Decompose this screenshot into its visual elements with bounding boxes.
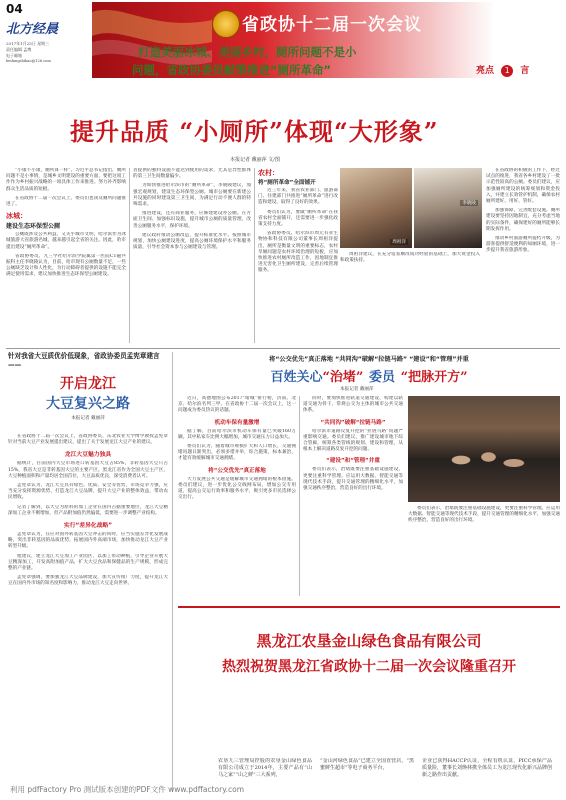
article3-para3: 委员们认为，随着城市规模扩大和人口增长，交通拥堵问题日渐突出，必须多措并举，综合施策，标本兼治，才能有效缓解城市交通拥堵。 xyxy=(178,444,296,462)
article3-headline-pre: 百姓关心 xyxy=(270,370,323,385)
section-divider xyxy=(6,348,560,349)
main-headline: 提升品质 “小厕所”体现“大形象” xyxy=(70,117,439,146)
article1c-subhead: 农村： xyxy=(258,169,279,177)
article3-para6: 哈尔滨市道路反复开挖的“拉链马路”问题严重影响交通。委员们建议，推广建设城市地下综合管廊，统筹各类管线的规划、建设和管理，从根本上解决道路反复开挖的问题。 xyxy=(303,428,403,453)
article1-para2: 在省政协十二届一次会议上，委员们也谈及厕所问题推进了。 xyxy=(6,195,126,208)
ad-col2 xyxy=(320,758,414,792)
ad-line-2: 热烈祝贺黑龙江省政协十二届一次会议隆重召开 xyxy=(222,659,516,675)
article2-para7: 孟宪章强调，要加强龙江大豆品牌建设，加大宣传推广力度，提升龙江大豆在国内外市场的知名度和影响力，推动龙江大豆走向世界。 xyxy=(8,575,168,587)
article2-headline1: 开启龙江 xyxy=(60,376,116,392)
article3-subhead2: 将“公交优先”真正落地 xyxy=(208,467,266,474)
photo-people xyxy=(428,436,538,496)
article1-col4 xyxy=(340,252,480,342)
article1-intro: “小康不小康，厕所算一样”。习近平总书记指出，厕所问题不是小事情，是城乡文明建设的重要方面，要把这项工作作为乡村振兴战略的一项具体工作来推进。努力补齐影响群众生活品质的短板。 xyxy=(6,168,126,192)
page-number: 04 xyxy=(6,2,23,16)
article1d-para3: 推动乡村旅游厕所提档升级，为游客提供舒适便利的如厕环境，进一步提升我省旅游形象。 xyxy=(486,236,560,254)
ad-block xyxy=(178,606,560,794)
ad-col2-text: “金山河绿色食品”已建立全国直营店，“黑蜜鲜生超市”等电子商务平台， xyxy=(320,758,414,771)
article2-kicker: 针对我省大豆质优价低现象，省政协委员孟宪章建言—— xyxy=(8,352,160,369)
article3-headline-q1: “治堵” xyxy=(322,370,364,385)
article2-para2: 据统计，目前国内大豆市场进口转基因大豆占85%，非转基因大豆只占15%，我省大豆是非转基因大豆的主要产区。黑龙江省作为全国大豆主产区，大豆种植面积和产量均居全国首位，大豆品质优良，深受消费者认可。 xyxy=(8,461,168,479)
article2-para4: 记者了解到，以大豆为原料的加工企业在国内占据重要地位，龙江大豆精深加工企业不断增加，但产品附加值仍然偏低，需要进一步调整产业结构。 xyxy=(8,504,168,516)
photo-zhou xyxy=(340,168,412,248)
lead-line-2: 问题，省政协委员献策推进“厕所革命” xyxy=(132,63,332,77)
article3-col1 xyxy=(178,396,296,596)
article3-headline-q2: “把脉开方” xyxy=(400,370,468,385)
article3-subhead3: “共同沟”破解“拉链马路” xyxy=(320,419,386,426)
article1-col5 xyxy=(486,168,560,343)
masthead-email: beifangshibao@126.com xyxy=(6,59,51,63)
article1b-para4: 建议政府推动公厕改造，提升标准化水平。按照城市规划，加快公厕建设进度，提高公厕环境保护水平和服务质量，引导社会资本参与公厕建设与管理。 xyxy=(133,232,251,251)
article1-col2 xyxy=(133,168,251,343)
article3-col3-text: 委员们表示，治堵既要注重基础设施建设，更要注重科学管理。应运用大数据、智能交通等现代技术手段，提升交通管理的精细化水平，加强交通秩序整治，营造良好的出行环境。 xyxy=(408,506,560,524)
article2-headline2: 大豆复兴之路 xyxy=(46,396,130,412)
article3-headline-mid: 委员 xyxy=(369,370,396,385)
article1-para4: 省政协委员、九三学社哈尔滨学院属第一医院CT磁共振科主任李晓陵认为，目前，哈市现有公厕数量不足，一些公厕缺乏设计和人性化，为行动障碍者提供的设施不能完全满足使用需求，建议加快推进生态环保型公厕建设。 xyxy=(6,253,126,278)
photo-li xyxy=(414,168,482,248)
masthead-date: 2017年1月25日 星期三 xyxy=(6,41,50,46)
ad-col3 xyxy=(422,758,552,792)
photo-li-caption: 李晓陵 xyxy=(462,201,476,206)
article3-para1: 近日，高德地图公布2017“堵城”排行榜，济南、北京、哈尔滨名列三甲。在省政协十二届一次会议上，这一问题成为委员热议的话题。 xyxy=(178,396,296,414)
article3-byline: 本报记者 戴丽萍 xyxy=(340,387,374,392)
article3-para5: 同时，要加快推进轨道交通建设，构建以轨道交通为骨干、常规公交为主体的城市公共交通体系。 xyxy=(303,396,403,414)
conference-photo xyxy=(408,396,560,502)
column-rule xyxy=(172,352,173,792)
article3-headline xyxy=(178,366,560,385)
article1-subhead: 冰城： xyxy=(6,212,27,221)
badge-number: 1 xyxy=(501,65,513,77)
article2-byline: 本报记者 戴丽萍 xyxy=(71,416,105,421)
article1b-para2: 为如快推进哈尔滨市的“厕所革命”，李晓陵建议，加强宏观规划，建设生态环保型公厕。城市公厕要在新建公共设施的同时建设第三卫生间，为满足行动不便人群的特殊需求。 xyxy=(133,183,251,208)
article1c-para4: 周祖洋建议，在充分借鉴顺改成功经验的基础上，加大资金投入和政策扶持。 xyxy=(340,252,480,264)
highlight-badge xyxy=(476,58,556,76)
article1b-para1: 者提供的独特设施不能达到使用的需求，尤其是异性群体的第三卫生间数量偏少。 xyxy=(133,168,251,180)
article2-para6: 他建议，建立龙江大豆加工产业园区，以加工带动种植，引导企业开展大豆精深加工，开发高附加值产品，扩大大豆食品和保健品的生产规模，形成完整的产业链。 xyxy=(8,553,168,572)
column-rule xyxy=(129,168,130,343)
badge-label: 亮点 xyxy=(476,66,495,76)
badge-suffix: 言 xyxy=(520,66,530,76)
column-rule xyxy=(254,168,255,343)
article3-para4: 大力发展公共交通是缓解城市交通拥堵的根本措施。委员们建议，进一步优化公交线网布局，增加公交专用道，提高公交运行效率和服务水平，吸引更多市民选择公交出行。 xyxy=(178,476,296,501)
banner-title: 省政协十二届一次会议 xyxy=(242,15,422,35)
article1-col3 xyxy=(258,168,338,343)
lead-line-1: 打造美丽冰城、美丽乡村，厕所问题不是小 xyxy=(138,45,357,59)
article1c-para1: 近三年来，我省农业部门、旅游部门、住建部门共推进“厕所革命”进行改造和建设，取得了良好的效果。 xyxy=(258,188,338,206)
column-rule xyxy=(299,396,300,596)
article2-para3: 孟宪章认为，龙江大豆具有绿色、优质、安全等优势，市场竞争力强，应当充分发挥资源优势，打造龙江大豆品牌，提升大豆产业的整体效益，带动农民增收。 xyxy=(8,483,168,501)
emblem-icon xyxy=(212,10,240,38)
article2-para1: 在省政协十二届一次会议上，省政协委员、东北农业大学博学教授孟宪章针对当前大豆产业发展提出建议，提出了关于发展龙江大豆产业的建议。 xyxy=(8,434,168,446)
article3-col2 xyxy=(303,396,403,596)
article1d-para1: 在省政协的积极的工作下，经过试点的推进，我省各乡村建设了一批示范性较高的公厕。委员们建议，应加强厕所建设的统筹规划和资金投入，并建立长效管护机制，确保农村厕所建好、用好、管好。 xyxy=(486,168,560,205)
article3-para7: 委员们表示，治堵既要注重基础设施建设，更要注重科学管理。应运用大数据、智能交通等现代技术手段，提升交通管理的精细化水平，加强交通秩序整治，营造良好的出行环境。 xyxy=(303,467,403,492)
article3-col3 xyxy=(408,506,560,596)
masthead xyxy=(6,18,88,68)
article2-body xyxy=(8,434,168,794)
article1b-para3: 推进建设，还有商业服务，应修建建设办公厕。在方面卫生间、加强标识设施，提升城市公厕的质量管理，改善公厕服务水平，保护环境。 xyxy=(133,211,251,229)
photo-zhou-caption: 周祖洋 xyxy=(392,240,406,245)
article1-para3: 公厕既涉及公共利益，又关乎城市文明，哈尔滨作为冰城旅游大省旅游名城，越来越引起全省的关注。因此，哈市提出建设“厕所革命”。 xyxy=(6,232,126,250)
ad-line-1: 黑龙江农垦金山绿色食品有限公司 xyxy=(256,632,482,650)
ad-col3-text: 企业已获得HACCP认证，全程有机认证，PICC承保产品质量险，董事长刘焕林携全体员工为龙江现代化新兴品牌创新之路作出贡献。 xyxy=(422,758,552,778)
article2-subhead2: 实行“差异化战略” xyxy=(63,523,113,530)
main-byline: 本报记者 戴丽萍 文/图 xyxy=(230,157,280,163)
article2-para5: 孟宪章认为，在应对国外转基因大豆冲击的同时，应当实施差异化发展战略，突出非转基因的品质优势，拓展国内外高端市场，加快推动龙江大豆产业转型升级。 xyxy=(8,532,168,550)
article1-subhead2: 建设生态环保型公厕 xyxy=(6,223,61,231)
article3-para2: 据了解，目前哈尔滨市机动车保有量已突破160万辆，其中私家车比例大幅增加，城市交通压力日益加大。 xyxy=(178,428,296,440)
masthead-email-label: 电子邮箱 xyxy=(6,53,22,58)
article1c-para3: 省政协委员、哈尔滨市周元有业生物协和科技有限公司董事长周祖洋提出，厕所是衡量文明的重要标志，农村旱厕问题是农村环境治理的短板，应加快推进农村厕所改造工作，因地制宜推进无害化卫生厕所建设，完善后续管理服务。 xyxy=(258,231,338,274)
article3-subhead1: 机动车保有量激增 xyxy=(214,419,260,426)
ad-col1-text: 农垦九三管理局控股的农垦金山绿色食品有限公司成立于2014年，主要产品有“山马之家”“山之鲜”三大系列， xyxy=(218,758,312,778)
article2-header xyxy=(8,352,168,430)
article1-col1 xyxy=(6,168,126,343)
masthead-editor: 责任编辑 孟博 xyxy=(6,47,32,52)
article3-subhead4: “建设”和“管理”并重 xyxy=(326,458,380,465)
pdf-watermark: 利用 pdfFactory Pro 测试版本创建的PDF文件 www.pdffactory.com xyxy=(10,785,244,794)
article1c-para2: 委员们认为，要做“厕所革命”在我省农村全面铺开，还需要进一步强化政策支持力度。 xyxy=(258,209,338,228)
article1c-subhead2: 将“厕所革命”全面铺开 xyxy=(258,180,316,186)
article1d-para2: 加强保障，完善配套设施。厕所建设要坚持因地制宜，充分考虑当地的实际条件，确保建好的厕所能够长期发挥作用。 xyxy=(486,208,560,232)
article2-subhead1: 龙江大豆魅力独具 xyxy=(64,452,112,459)
article3-kicker: 将“公交优先”真正落地 “共同沟”破解“拉链马路” “建设”和“管理”并重 xyxy=(269,356,469,363)
masthead-logo: 北方经晨 xyxy=(6,22,59,37)
